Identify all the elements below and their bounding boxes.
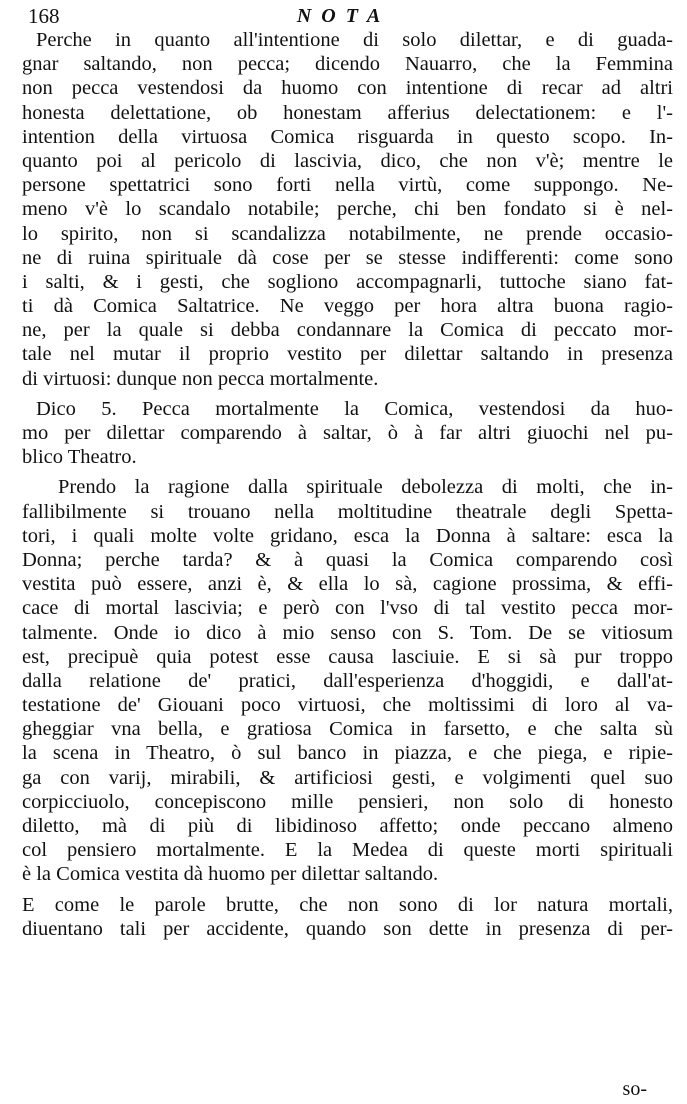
text-line: tale nel mutar il proprio vestito per dilettar saltando in presenza — [22, 343, 673, 366]
text-line: blico Theatro. — [22, 446, 137, 469]
paragraph-1 — [22, 28, 673, 391]
text-line: intention della virtuosa Comica risguarda in questo scopo. In- — [22, 125, 673, 148]
running-head: NOTA — [296, 5, 391, 27]
text-line: quanto poi al pericolo di lascivia, dico, che non v'è; mentre le — [22, 149, 673, 172]
text-line: ne di ruina spirituale dà cose per se stesse indifferenti: come sono — [22, 246, 673, 269]
text-line: vestita può essere, anzi è, & ella lo sà, cagione prossima, & effi- — [22, 573, 673, 596]
page-body — [22, 28, 673, 941]
text-line: honesta delettatione, ob honestam afferius delectationem: e l'- — [22, 101, 673, 124]
text-line: col pensiero mortalmente. E la Medea di queste morti spirituali — [22, 839, 673, 862]
text-line: persone spettatrici sono forti nella virtù, come suppongo. Ne- — [22, 174, 673, 197]
text-line: ne, per la quale si debba condannare la Comica di peccato mor- — [22, 319, 673, 342]
text-line: Perche in quanto all'intentione di solo dilettar, e di guada- — [36, 29, 673, 51]
text-line: la scena in Theatro, ò sul banco in piazza, e che piega, e ripie- — [22, 742, 673, 765]
text-line: meno v'è lo scandalo notabile; perche, chi ben fondato si è nel- — [22, 198, 673, 221]
page-header — [28, 4, 659, 28]
paragraph-2 — [22, 397, 673, 470]
text-line: mo per dilettar comparendo à saltar, ò à far altri giuochi nel pu- — [22, 422, 673, 444]
text-line: gheggiar vna bella, e gratiosa Comica in farsetto, e che salta sù — [22, 718, 673, 741]
text-line: fallibilmente si trouano nella moltitudine theatrale degli Spetta- — [22, 500, 673, 523]
paragraph-4 — [22, 893, 673, 941]
text-line: E come le parole brutte, che non sono di lor natura mortali, — [22, 893, 673, 916]
text-line: tori, i quali molte volte gridano, esca la Donna à saltare: esca la — [22, 524, 673, 547]
text-line: cace di mortal lascivia; e però con l'vso di tal vestito pecca mor- — [22, 597, 673, 620]
text-line: testatione de' Giouani poco virtuosi, che moltissimi di loro al va- — [22, 694, 673, 717]
text-line: est, precipuè quia potest esse causa lasciuie. E si sà pur troppo — [22, 645, 673, 668]
text-line: gnar saltando, non pecca; dicendo Nauarro, che la Femmina — [22, 53, 673, 76]
text-line: ti dà Comica Saltatrice. Ne veggo per hora altra buona ragio- — [22, 295, 673, 318]
text-line: ga con varij, mirabili, & artificiosi gesti, e volgimenti quel suo — [22, 766, 673, 789]
text-line: non pecca vestendosi da huomo con intentione di recar ad altri — [22, 77, 673, 100]
text-line: diletto, mà di più di libidinoso affetto; onde peccano almeno — [22, 815, 673, 837]
text-line: corpicciuolo, concepiscono mille pensieri, non solo di honesto — [22, 790, 673, 813]
text-line: Dico 5. Pecca mortalmente la Comica, vestendosi da huo- — [36, 397, 673, 420]
text-line: Donna; perche tarda? & à quasi la Comica comparendo così — [22, 548, 673, 571]
text-line: è la Comica vestita dà huomo per dilettar saltando. — [22, 863, 439, 886]
text-line: talmente. Onde io dico à mio senso con S. Tom. De se vitiosum — [22, 621, 673, 644]
text-line: diuentano tali per accidente, quando son dette in presenza di per- — [22, 917, 673, 940]
page-number: 168 — [28, 4, 60, 28]
text-line: Prendo la ragione dalla spirituale debolezza di molti, che in- — [58, 476, 673, 499]
text-line: dalla relatione de' pratici, dall'esperienza d'hoggidi, e dall'at- — [22, 669, 673, 692]
text-line: i salti, & i gesti, che sogliono accompagnarli, tuttoche siano fat- — [22, 270, 673, 293]
catchword: so- — [622, 1078, 647, 1100]
text-line: di virtuosi: dunque non pecca mortalmente. — [22, 367, 379, 390]
text-line: lo spirito, non si scandalizza notabilmente, ne prende occasio- — [22, 222, 673, 245]
paragraph-3 — [22, 475, 673, 886]
